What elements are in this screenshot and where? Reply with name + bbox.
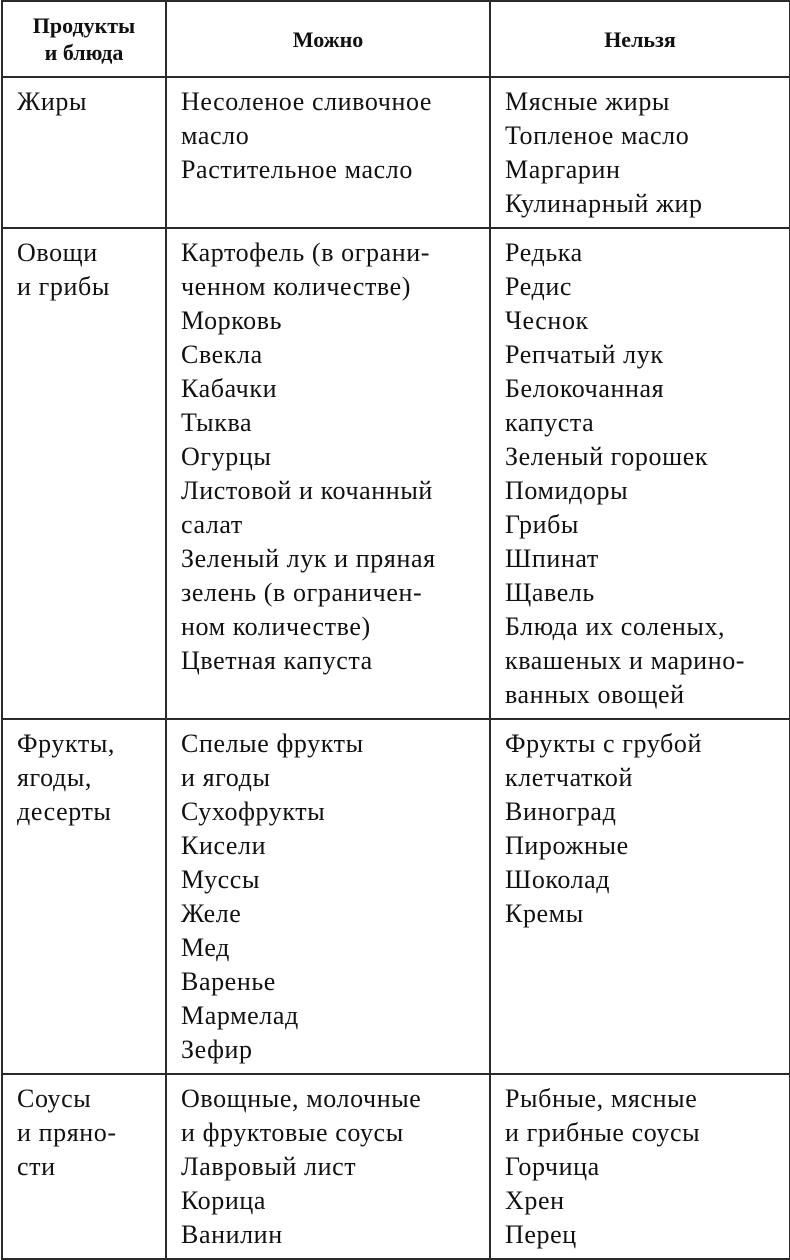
cell-line: Тыква xyxy=(181,408,253,437)
cell-line: Фрукты, xyxy=(17,729,116,758)
cell-line: Шоколад xyxy=(505,865,611,894)
cell-line: Растительное масло xyxy=(181,155,413,184)
forbidden-cell xyxy=(490,228,790,719)
cell-line: Пирожные xyxy=(505,831,629,860)
table-row xyxy=(2,1074,790,1259)
allowed-cell xyxy=(166,1074,490,1259)
category-cell xyxy=(2,228,166,719)
cell-line: Цветная капуста xyxy=(181,646,373,675)
cell-line: квашеных и марино- xyxy=(505,646,746,675)
cell-line: Редька xyxy=(505,238,583,267)
header-category-line: и блюда xyxy=(44,40,124,65)
cell-line: ягоды, xyxy=(17,763,93,792)
category-cell xyxy=(2,77,166,228)
cell-line: Овощи xyxy=(17,238,98,267)
cell-line: Блюда их соленых, xyxy=(505,612,726,641)
cell-line: капуста xyxy=(505,408,595,437)
allowed-cell xyxy=(166,719,490,1074)
cell-line: салат xyxy=(181,510,243,539)
cell-line: Зеленый горошек xyxy=(505,442,709,471)
header-row xyxy=(2,1,790,77)
cell-line: Репчатый лук xyxy=(505,340,664,369)
forbidden-cell xyxy=(490,719,790,1074)
cell-line: ном количестве) xyxy=(181,612,371,641)
cell-line: масло xyxy=(181,121,250,150)
cell-line: Хрен xyxy=(505,1186,565,1215)
header-category-line: Продукты xyxy=(32,13,136,38)
cell-line: Маргарин xyxy=(505,155,621,184)
cell-line: Муссы xyxy=(181,865,261,894)
cell-line: и грибные соусы xyxy=(505,1118,701,1147)
cell-line: Варенье xyxy=(181,967,276,996)
table-row xyxy=(2,228,790,719)
cell-line: Перец xyxy=(505,1220,577,1249)
cell-line: Топленое масло xyxy=(505,121,690,150)
cell-line: и ягоды xyxy=(181,763,271,792)
cell-line: ванных овощей xyxy=(505,680,685,709)
cell-line: Лавровый лист xyxy=(181,1152,357,1181)
cell-line: Грибы xyxy=(505,510,580,539)
table-row xyxy=(2,719,790,1074)
cell-line: Мясные жиры xyxy=(505,87,670,116)
cell-line: Картофель (в ограни- xyxy=(181,238,431,267)
cell-line: Кисели xyxy=(181,831,267,860)
cell-line: Огурцы xyxy=(181,442,272,471)
cell-line: и фруктовые соусы xyxy=(181,1118,404,1147)
cell-line: Рыбные, мясные xyxy=(505,1084,698,1113)
cell-line: Свекла xyxy=(181,340,263,369)
cell-line: Мед xyxy=(181,933,231,962)
cell-line: Мармелад xyxy=(181,1001,299,1030)
cell-line: Щавель xyxy=(505,578,595,607)
header-forbidden xyxy=(490,1,790,77)
category-cell xyxy=(2,1074,166,1259)
cell-line: Ванилин xyxy=(181,1220,283,1249)
cell-line: Жиры xyxy=(17,87,88,116)
header-forbidden-label: Нельзя xyxy=(604,26,676,52)
cell-line: Желе xyxy=(181,899,242,928)
cell-line: Овощные, молочные xyxy=(181,1084,422,1113)
header-allowed-label: Можно xyxy=(292,26,364,52)
cell-line: Корица xyxy=(181,1186,267,1215)
cell-line: Фрукты с грубой xyxy=(505,729,702,758)
cell-line: и грибы xyxy=(17,272,110,301)
category-cell xyxy=(2,719,166,1074)
cell-line: Сухофрукты xyxy=(181,797,326,826)
cell-line: Соусы xyxy=(17,1084,92,1113)
cell-line: Помидоры xyxy=(505,476,629,505)
cell-line: сти xyxy=(17,1152,56,1181)
cell-line: Морковь xyxy=(181,306,283,335)
cell-line: Виноград xyxy=(505,797,617,826)
cell-line: ченном количестве) xyxy=(181,272,412,301)
cell-line: десерты xyxy=(17,797,112,826)
cell-line: Кремы xyxy=(505,899,584,928)
cell-line: Кулинарный жир xyxy=(505,189,703,218)
cell-line: Шпинат xyxy=(505,544,599,573)
forbidden-cell xyxy=(490,1074,790,1259)
header-category xyxy=(2,1,166,77)
cell-line: Чеснок xyxy=(505,306,589,335)
cell-line: Белокочанная xyxy=(505,374,665,403)
cell-line: Листовой и кочанный xyxy=(181,476,433,505)
cell-line: Несоленое сливочное xyxy=(181,87,433,116)
cell-line: и пряно- xyxy=(17,1118,117,1147)
cell-line: Горчица xyxy=(505,1152,600,1181)
allowed-cell xyxy=(166,228,490,719)
cell-line: Редис xyxy=(505,272,572,301)
forbidden-cell xyxy=(490,77,790,228)
cell-line: зелень (в ограничен- xyxy=(181,578,423,607)
cell-line: Спелые фрукты xyxy=(181,729,364,758)
cell-line: клетчаткой xyxy=(505,763,634,792)
cell-line: Зеленый лук и пряная xyxy=(181,544,436,573)
allowed-cell xyxy=(166,77,490,228)
cell-line: Зефир xyxy=(181,1035,253,1064)
cell-line: Кабачки xyxy=(181,374,278,403)
header-allowed xyxy=(166,1,490,77)
table-row xyxy=(2,77,790,228)
diet-table xyxy=(1,0,790,1260)
